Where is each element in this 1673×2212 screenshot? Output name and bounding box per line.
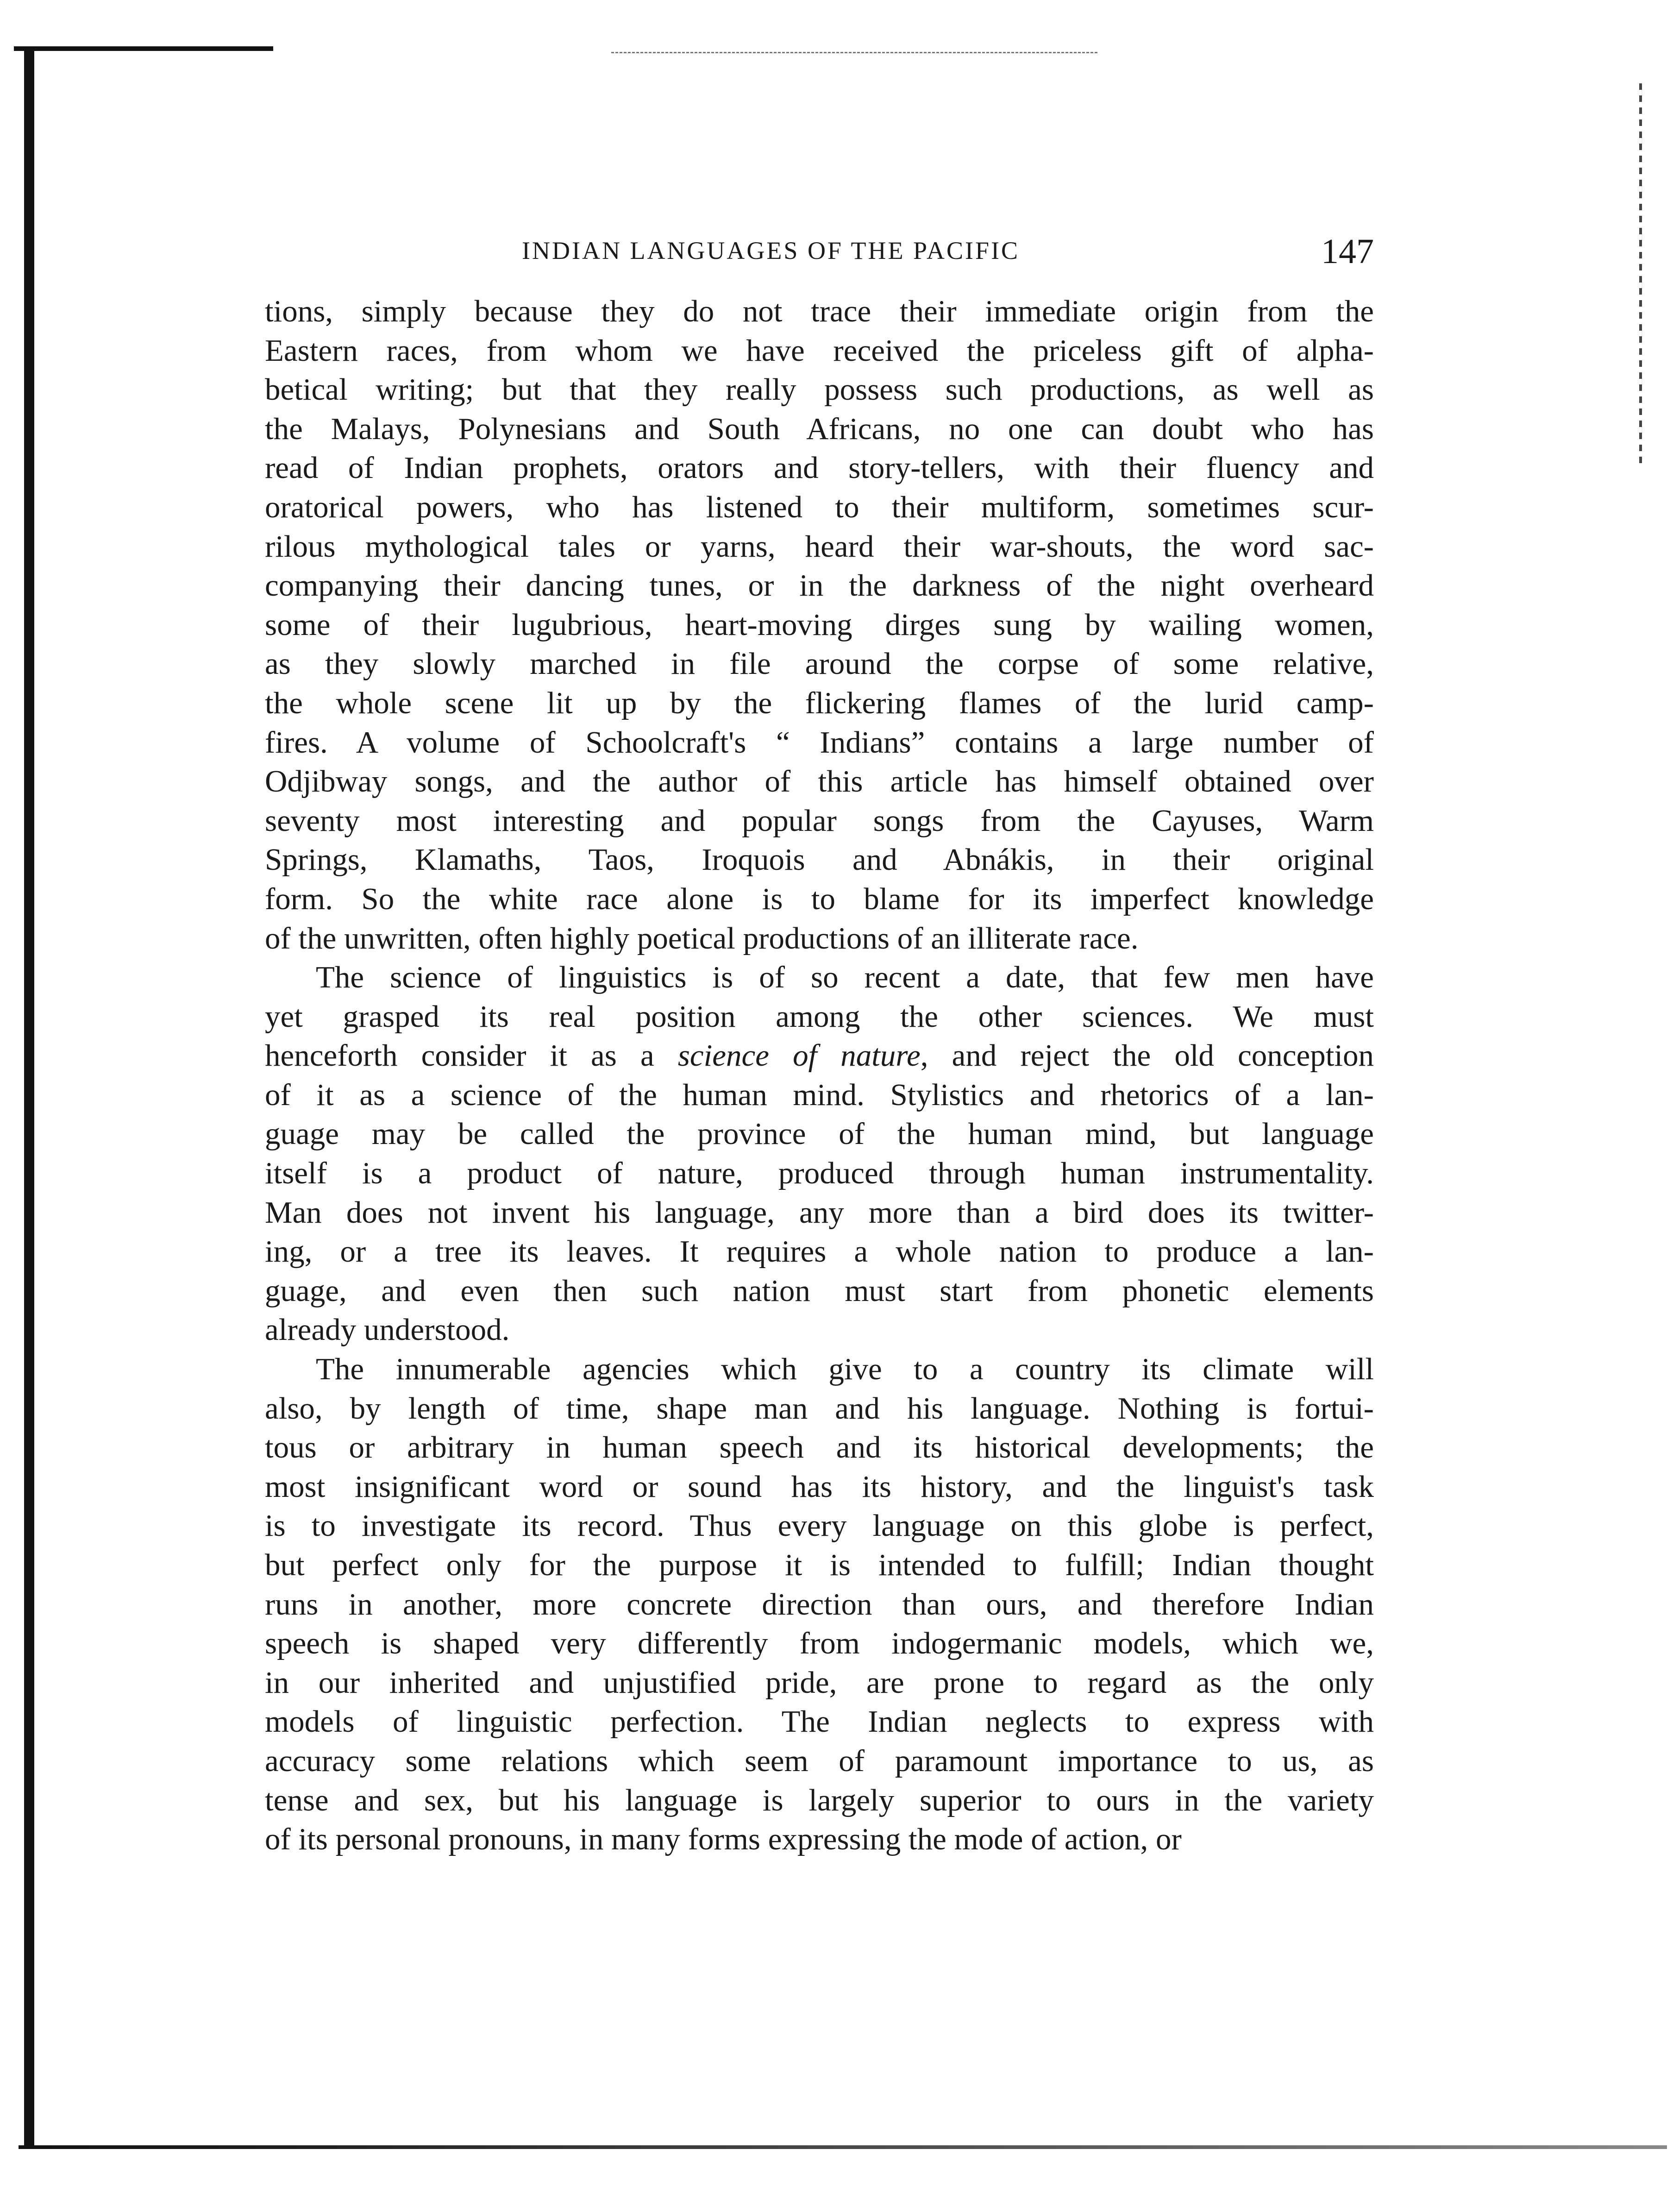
text-line: of the unwritten, often highly poetical productions of an illiterate race. <box>265 921 1139 955</box>
running-head <box>265 232 1374 269</box>
scan-edge-right <box>1639 83 1642 463</box>
paragraph <box>265 292 1374 958</box>
text-line: some of their lugubrious, heart-moving dirges sung by wailing women, <box>265 607 1374 642</box>
text-line: oratorical powers, who has listened to their multiform, sometimes scur- <box>265 490 1374 524</box>
text-line: of its personal pronouns, in many forms expressing the mode of action, or <box>265 1822 1182 1857</box>
scan-border-left <box>24 46 34 2149</box>
text-line: Eastern races, from whom we have received the priceless gift of alpha- <box>265 333 1374 368</box>
text-line: Springs, Klamaths, Taos, Iroquois and Abnákis, in their original <box>265 842 1374 877</box>
paragraph <box>265 1350 1374 1859</box>
scan-dash-top <box>611 52 1097 53</box>
text-line: is to investigate its record. Thus every language on this globe is perfect, <box>265 1508 1374 1543</box>
text-line: tense and sex, but his language is largely superior to ours in the variety <box>265 1783 1374 1817</box>
text-line: the Malays, Polynesians and South Africans, no one can doubt who has <box>265 411 1374 446</box>
text-line: henceforth consider it as a science of nature, and reject the old conception <box>265 1038 1374 1073</box>
body-text <box>265 292 1374 1859</box>
text-line: guage may be called the province of the human mind, but language <box>265 1117 1374 1151</box>
text-line: tions, simply because they do not trace their immediate origin from the <box>265 294 1374 328</box>
text-line: itself is a product of nature, produced through human instrumentality. <box>265 1156 1374 1191</box>
scan-border-bottom <box>19 2145 1667 2149</box>
text-line: rilous mythological tales or yarns, heard their war-shouts, the word sac- <box>265 529 1374 564</box>
text-line: tous or arbitrary in human speech and its historical developments; the <box>265 1430 1374 1465</box>
text-line: accuracy some relations which seem of paramount importance to us, as <box>265 1743 1374 1778</box>
text-line: models of linguistic perfection. The Indian neglects to express with <box>265 1704 1374 1739</box>
text-line: as they slowly marched in file around the corpse of some relative, <box>265 647 1374 681</box>
text-line: companying their dancing tunes, or in the darkness of the night overheard <box>265 568 1374 603</box>
text-line: Man does not invent his language, any more than a bird does its twitter- <box>265 1195 1374 1230</box>
paragraph <box>265 958 1374 1350</box>
page-number: 147 <box>1321 232 1374 271</box>
text-line: ing, or a tree its leaves. It requires a whole nation to produce a lan- <box>265 1234 1374 1269</box>
text-line: the whole scene lit up by the flickering flames of the lurid camp- <box>265 685 1374 720</box>
text-line: seventy most interesting and popular songs from the Cayuses, Warm <box>265 803 1374 838</box>
scan-border-top <box>14 46 273 51</box>
text-line: already understood. <box>265 1313 510 1347</box>
text-line: fires. A volume of Schoolcraft's “ Indians” contains a large number of <box>265 725 1374 760</box>
text-line: The innumerable agencies which give to a country its climate will <box>316 1352 1374 1387</box>
text-line: but perfect only for the purpose it is intended to fulfill; Indian thought <box>265 1548 1374 1582</box>
text-line: betical writing; but that they really possess such productions, as well as <box>265 372 1374 407</box>
text-line: most insignificant word or sound has its history, and the linguist's task <box>265 1469 1374 1504</box>
running-title: INDIAN LANGUAGES OF THE PACIFIC <box>522 237 1020 264</box>
text-line: The science of linguistics is of so recent a date, that few men have <box>316 960 1374 995</box>
text-line: read of Indian prophets, orators and story-tellers, with their fluency and <box>265 451 1374 485</box>
text-line: speech is shaped very differently from indogermanic models, which we, <box>265 1626 1374 1661</box>
text-line: yet grasped its real position among the other sciences. We must <box>265 999 1374 1034</box>
text-line: also, by length of time, shape man and his language. Nothing is fortui- <box>265 1391 1374 1426</box>
text-line: of it as a science of the human mind. Stylistics and rhetorics of a lan- <box>265 1077 1374 1112</box>
text-line: in our inherited and unjustified pride, are prone to regard as the only <box>265 1665 1374 1700</box>
text-line: form. So the white race alone is to blame for its imperfect knowledge <box>265 881 1374 916</box>
text-line: runs in another, more concrete direction than ours, and therefore Indian <box>265 1587 1374 1621</box>
text-line: guage, and even then such nation must start from phonetic elements <box>265 1273 1374 1308</box>
text-line: Odjibway songs, and the author of this article has himself obtained over <box>265 764 1374 799</box>
